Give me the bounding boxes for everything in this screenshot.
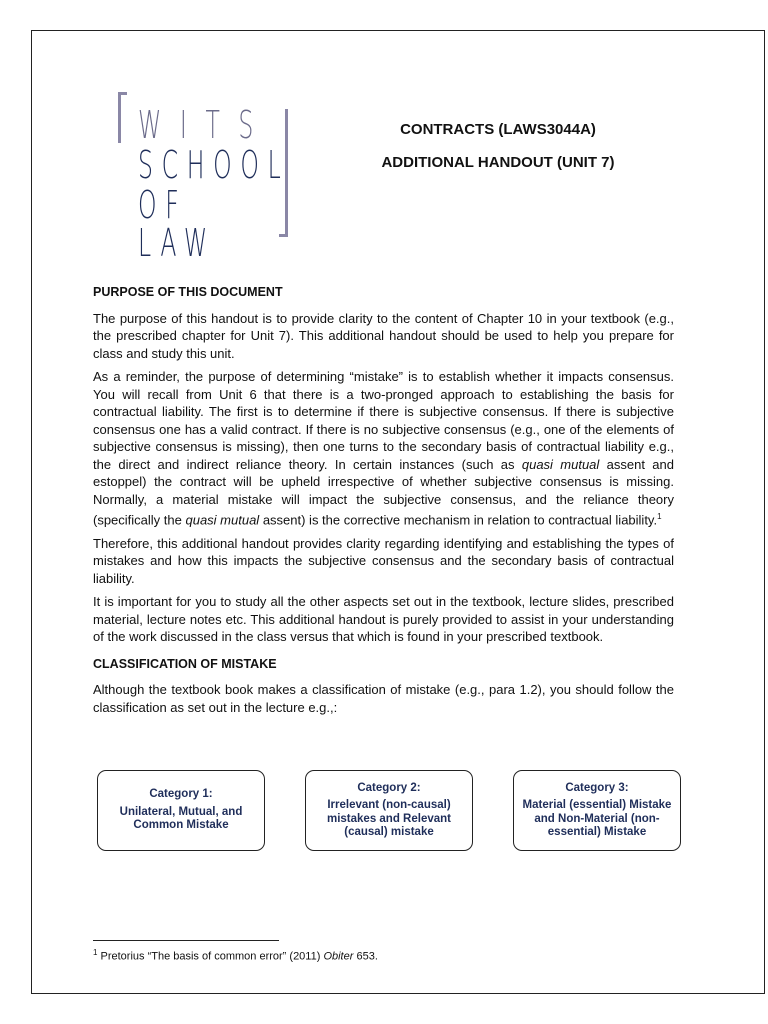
p2-italic-1: quasi mutual <box>521 456 600 472</box>
purpose-paragraph-3: Therefore, this additional handout provides clarity regarding identifying and establishing the types of mistakes and how this impacts the subjective consensus and the secondary basis of contractual liability. <box>93 535 674 586</box>
footnote-mark: 1 <box>93 948 98 957</box>
purpose-paragraph-1: The purpose of this handout is to provide clarity to the content of Chapter 10 in your textbook (e.g., the prescribed chapter for Unit 7). This additional handout should be used to help you prepare for class and study this unit. <box>93 310 674 361</box>
category-box-2 <box>305 770 473 851</box>
logo-bracket-left <box>118 92 127 143</box>
logo-line-2: SCHOOL <box>138 143 290 187</box>
logo-line-1: WITS <box>138 103 272 147</box>
footnote-italic: Obiter <box>323 950 354 963</box>
p2-text-b: assent and estoppel) the contract will be upheld irrespective of whether subjective consensus is missing. Normally, a material mistake will impact the subjective consensus, and the reliance theory (specifically the <box>93 456 674 528</box>
footnote-text-b: 653. <box>353 950 378 963</box>
category-2-title: Category 2: <box>357 781 421 794</box>
footnote-ref: 1 <box>657 512 662 521</box>
purpose-paragraph-4: It is important for you to study all the other aspects set out in the textbook, lecture slides, prescribed material, lecture notes etc. This additional handout is purely provided to assist in your understanding of the work discussed in the class versus that which is found in your prescribed textbook. <box>93 594 674 645</box>
wits-school-of-law-logo <box>118 92 290 265</box>
category-1-desc: Unilateral, Mutual, and Common Mistake <box>119 805 243 832</box>
category-box-1 <box>97 770 265 851</box>
p2-text-a: As a reminder, the purpose of determining “mistake” is to establish whether it impacts consensus. You will recall from Unit 6 that there is a two-pronged approach to establishing the basis for contractual liability. The first is to determine if there is subjective consensus. If there is subjective consensus one has a valid contract. If there is no subjective consensus (e.g., one of the elements of subjective consensus is missing), then one turns to the secondary basis of contractual liability e.g., the direct and indirect reliance theory. In certain instances (such as <box>93 369 674 472</box>
category-box-3 <box>513 770 681 851</box>
category-1-title: Category 1: <box>149 788 213 801</box>
logo-line-3: OF LAW <box>138 183 216 265</box>
category-2-desc: Irrelevant (non-causal) mistakes and Relevant (causal) mistake <box>326 799 451 838</box>
purpose-paragraph-2 <box>93 368 674 529</box>
p2-text-c: assent) is the corrective mechanism in relation to contractual liability. <box>259 512 658 528</box>
p2-italic-2: quasi mutual <box>185 512 260 528</box>
classification-heading: CLASSIFICATION OF MISTAKE <box>93 656 277 671</box>
document-subtitle: ADDITIONAL HANDOUT (UNIT 7) <box>381 154 615 171</box>
classification-paragraph: Although the textbook book makes a classification of mistake (e.g., para 1.2), you should follow the classification as set out in the lecture e.g.,: <box>93 682 674 715</box>
footnote-rule <box>93 940 279 941</box>
footnote <box>93 948 378 963</box>
document-title: CONTRACTS (LAWS3044A) <box>400 121 596 138</box>
category-3-desc: Material (essential) Mistake and Non-Material (non-essential) Mistake <box>522 799 672 838</box>
footnote-text-a: Pretorius “The basis of common error” (2011) <box>97 950 324 963</box>
purpose-heading: PURPOSE OF THIS DOCUMENT <box>93 285 283 299</box>
category-3-title: Category 3: <box>565 781 629 794</box>
document-body <box>93 284 674 722</box>
